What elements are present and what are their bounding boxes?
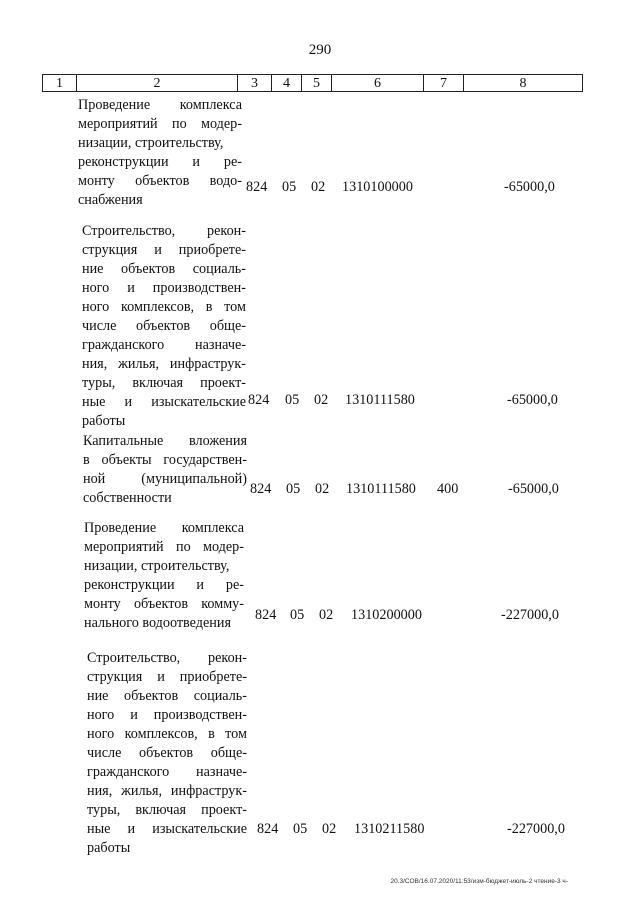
description-line: струкция и приобрете- [82,242,246,258]
cell-col-4: 05 [285,392,300,408]
description-line: гражданского назначе- [87,764,247,780]
description-line: ния, жилья, инфраструк- [82,356,246,372]
description-line: Проведение комплекса [78,97,242,113]
cell-col-5: 02 [315,481,330,497]
cell-col-5: 02 [322,821,337,837]
description-line: ные и изыскательские [82,394,246,410]
header-col-2: 2 [77,75,238,91]
header-col-8: 8 [519,76,527,91]
cell-col-3: 824 [250,481,272,497]
description-line: в объекты государствен- [83,452,247,468]
row-description [82,222,246,431]
description-line: Проведение комплекса [84,520,244,536]
cell-col-3: 824 [255,607,277,623]
cell-col-6: 1310111580 [346,481,416,497]
description-line: реконструкции и ре- [84,577,244,593]
cell-col-3: 824 [257,821,279,837]
document-footer-code: 20.3/СОВ/16.07.2020/11:53/изм-бюджет-июль-2 чтение-3 ч- [390,878,568,885]
description-line: ной (муниципальной) [83,471,247,487]
cell-col-3: 824 [248,392,270,408]
description-line: реконструкции и ре- [78,154,242,170]
row-description [87,649,247,858]
description-line: Строительство, рекон- [82,223,246,239]
cell-col-4: 05 [286,481,301,497]
cell-col-8: -227000,0 [507,821,565,837]
description-line: числе объектов обще- [82,318,246,334]
header-col-6: 6 [332,75,424,91]
cell-col-5: 02 [314,392,329,408]
description-line: ние объектов социаль- [87,688,247,704]
cell-col-4: 05 [293,821,308,837]
description-line: гражданского назначе- [82,337,246,353]
description-line: ние объектов социаль- [82,261,246,277]
header-col-4: 4 [272,75,302,91]
cell-col-3: 824 [246,179,268,195]
cell-col-4: 05 [290,607,305,623]
description-line: снабжения [78,192,143,208]
description-line: туры, включая проект- [87,802,247,818]
description-line: мероприятий по модер- [84,539,244,555]
description-line: ного и производствен- [87,707,247,723]
description-line: нального водоотведения [84,615,232,631]
cell-col-5: 02 [319,607,334,623]
cell-col-6: 1310111580 [345,392,415,408]
description-line: ные и изыскательские [87,821,247,837]
cell-col-6: 1310211580 [354,821,425,837]
cell-col-7: 400 [437,481,459,497]
description-line: монту объектов водо- [78,173,242,189]
description-line: мероприятий по модер- [78,116,242,132]
description-line: числе объектов обще- [87,745,247,761]
description-line: низации, строительству, [84,558,230,574]
description-line: Капитальные вложения [83,433,247,449]
cell-col-6: 1310200000 [351,607,422,623]
page-number: 290 [308,42,332,58]
header-col-3: 3 [238,75,272,91]
cell-col-8: -65000,0 [504,179,555,195]
description-line: низации, строительству, [78,135,224,151]
description-line: ного комплексов, в том [87,726,247,742]
cell-col-4: 05 [282,179,297,195]
description-line: Строительство, рекон- [87,650,247,666]
description-line: ного комплексов, в том [82,299,246,315]
description-line: собственности [83,490,172,506]
description-line: ния, жилья, инфраструк- [87,783,247,799]
description-line: работы [87,840,131,856]
row-description [78,96,242,210]
header-col-1: 1 [43,75,77,91]
header-col-7: 7 [424,75,464,91]
cell-col-8: -227000,0 [501,607,559,623]
cell-col-8: -65000,0 [508,481,559,497]
description-line: струкция и приобрете- [87,669,247,685]
description-line: работы [82,413,126,429]
cell-col-8: -65000,0 [507,392,558,408]
description-line: ного и производствен- [82,280,246,296]
description-line: монту объектов комму- [84,596,244,612]
table-header-row [42,74,583,92]
description-line: туры, включая проект- [82,375,246,391]
cell-col-5: 02 [311,179,326,195]
row-description [83,432,247,508]
row-description [84,519,244,633]
header-col-5: 5 [302,75,332,91]
cell-col-6: 1310100000 [342,179,413,195]
